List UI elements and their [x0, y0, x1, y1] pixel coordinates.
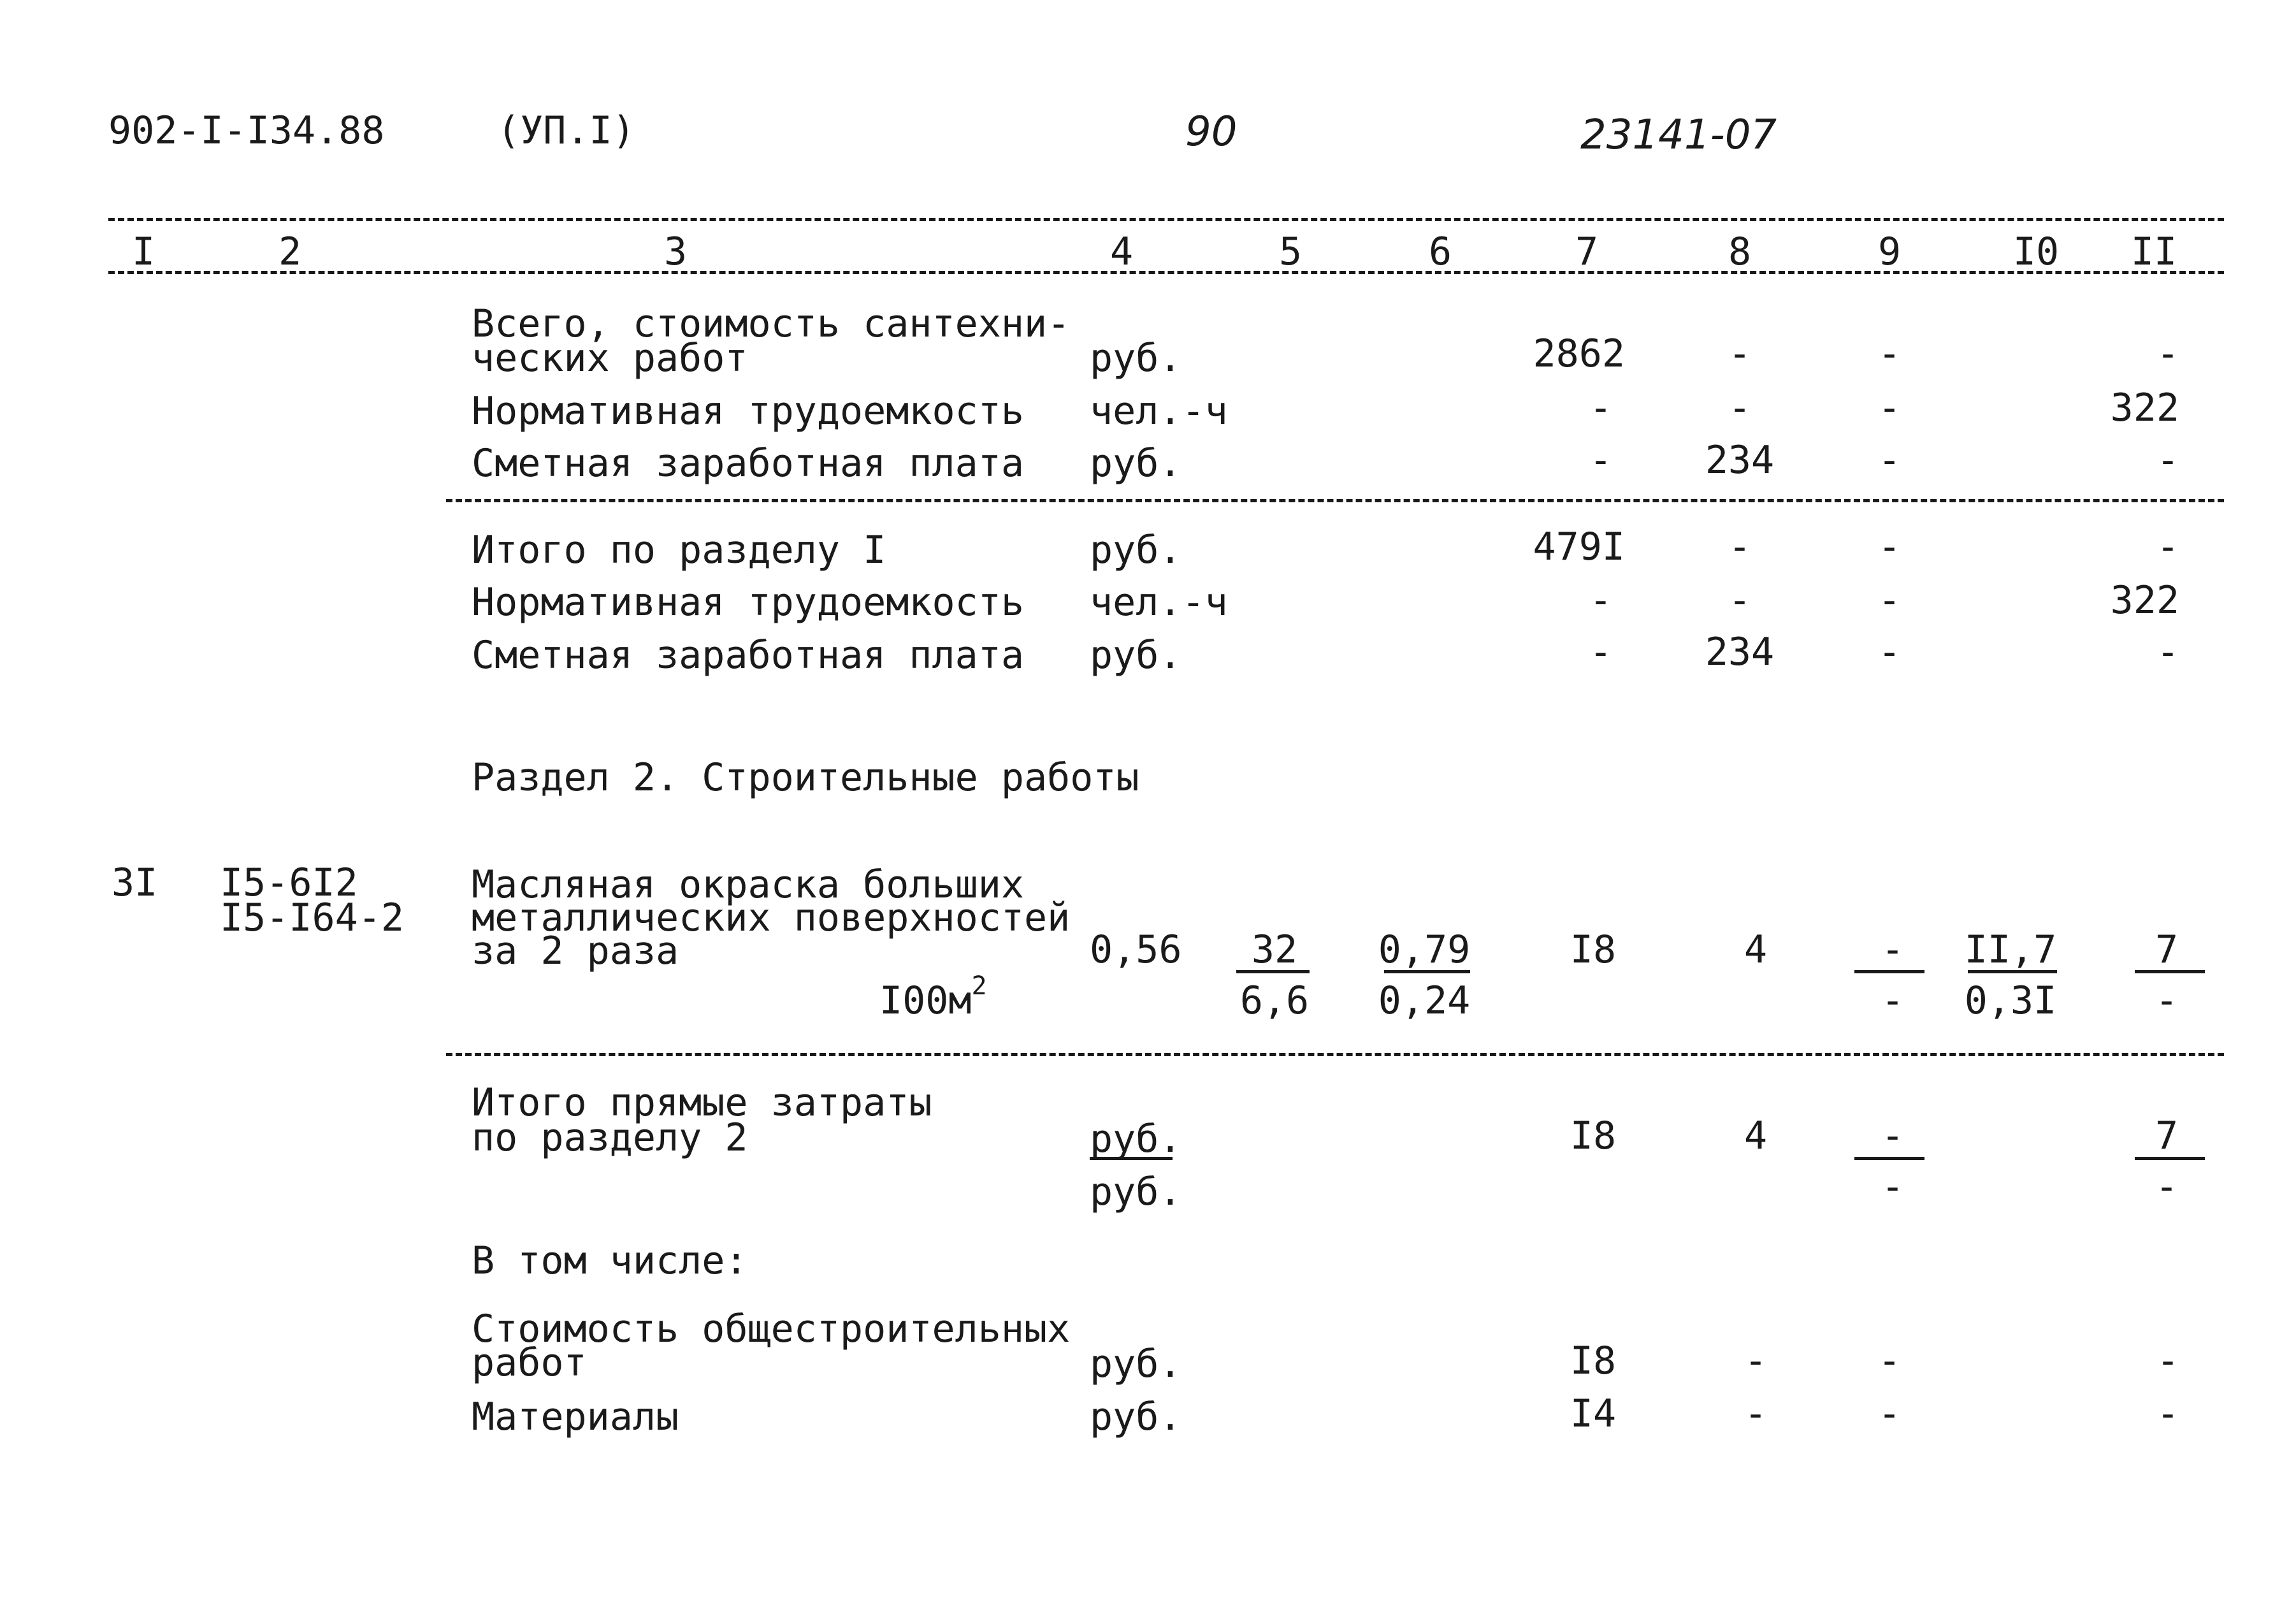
unit-cell: руб.: [1090, 1170, 1182, 1214]
unit-superscript: 2: [971, 971, 987, 1001]
cell-col11-top: 7: [2155, 1114, 2179, 1158]
col-header-8: 8: [1728, 229, 1752, 274]
fraction-bar: [1384, 970, 1470, 973]
cell-col7: -: [1589, 438, 1612, 483]
volume-label: (УП.I): [497, 108, 635, 153]
item-unit: [879, 971, 987, 1023]
col-header-2: 2: [278, 229, 302, 274]
row-label: работ: [472, 1340, 587, 1385]
cell-col5-bottom: 6,6: [1239, 978, 1310, 1023]
fraction-bar: [2135, 1157, 2205, 1160]
cell-col8: -: [1744, 1391, 1768, 1436]
item-description: Масляная окраска больших: [472, 862, 1024, 907]
cell-col7: 2862: [1533, 331, 1625, 376]
header-top-rule: [108, 218, 2224, 221]
cell-col9: -: [1877, 578, 1902, 623]
cell-col11: -: [2156, 525, 2179, 569]
row-label: Нормативная трудоемкость: [472, 580, 1024, 625]
unit-underline: [1090, 1157, 1173, 1160]
section-title: Раздел 2. Строительные работы: [472, 755, 1139, 800]
cell-col7: -: [1589, 386, 1612, 430]
cell-col11: 322: [2110, 386, 2179, 430]
col-header-10: I0: [2012, 229, 2060, 274]
row-label: Нормативная трудоемкость: [472, 389, 1024, 433]
cell-col5-top: 32: [1251, 927, 1298, 972]
page-number: 90: [1185, 108, 1238, 156]
cell-col8: 4: [1744, 927, 1768, 972]
item-description: за 2 раза: [472, 929, 679, 973]
fraction-bar: [1968, 970, 2057, 973]
cell-col9-top: -: [1881, 927, 1905, 972]
cell-col11-bottom: -: [2155, 1165, 2179, 1209]
inventory-number: 23141-07: [1580, 112, 1777, 159]
cell-col10-top: II,7: [1964, 927, 2057, 972]
cell-col9: -: [1877, 1339, 1902, 1383]
cell-col9: -: [1877, 525, 1902, 569]
cell-col8: 4: [1744, 1114, 1768, 1158]
cell-col7: -: [1589, 578, 1612, 623]
cell-col11: -: [2156, 1391, 2179, 1436]
row-label: Всего, стоимость сантехни-: [472, 301, 1071, 346]
unit-cell: руб.: [1090, 633, 1182, 678]
cell-col9: -: [1877, 630, 1902, 674]
cell-col9: -: [1877, 438, 1902, 483]
cell-col7: I8: [1570, 1339, 1617, 1383]
unit-cell: руб.: [1090, 528, 1182, 572]
cell-col8: 234: [1705, 438, 1775, 483]
doc-code: 902-I-I34.88: [108, 108, 385, 153]
fraction-bar: [1854, 1157, 1924, 1160]
unit-cell: руб.: [1090, 1395, 1182, 1439]
cell-col7: I8: [1570, 927, 1617, 972]
cell-col11: -: [2156, 331, 2179, 376]
row-label: ческих работ: [472, 336, 748, 381]
cell-col8: -: [1728, 386, 1752, 430]
row-label: Материалы: [472, 1395, 679, 1439]
cell-col4: 0,56: [1090, 927, 1182, 972]
fraction-bar: [1854, 970, 1924, 973]
row-label: Стоимость общестроительных: [472, 1307, 1071, 1351]
cell-col10-bottom: 0,3I: [1964, 978, 2057, 1023]
cell-col7: I8: [1570, 1114, 1617, 1158]
cell-col8: -: [1728, 525, 1752, 569]
cell-col9: -: [1877, 1391, 1902, 1436]
unit-cell: руб.: [1090, 441, 1182, 486]
cell-col8: -: [1728, 331, 1752, 376]
section-divider: [446, 499, 2224, 502]
item-code: I5-6I2: [220, 860, 358, 905]
cell-col9-bottom: -: [1881, 1165, 1905, 1209]
unit-cell: руб.: [1090, 1342, 1182, 1386]
cell-col8: 234: [1705, 630, 1775, 674]
cell-col6-bottom: 0,24: [1378, 978, 1471, 1023]
col-header-9: 9: [1877, 229, 1902, 274]
row-label: Сметная заработная плата: [472, 633, 1024, 678]
header-bottom-rule: [108, 271, 2224, 274]
col-header-7: 7: [1575, 229, 1599, 274]
cell-col11-top: 7: [2155, 927, 2179, 972]
col-header-5: 5: [1278, 229, 1303, 274]
cell-col11: -: [2156, 630, 2179, 674]
row-label: Сметная заработная плата: [472, 441, 1024, 486]
cell-col9: -: [1877, 386, 1902, 430]
row-label: Итого по разделу I: [472, 528, 886, 572]
cell-col9-top: -: [1881, 1114, 1905, 1158]
unit-cell: чел.-ч: [1090, 580, 1228, 625]
cell-col9: -: [1877, 331, 1902, 376]
row-label: Итого прямые затраты: [472, 1080, 932, 1125]
cell-col11-bottom: -: [2155, 978, 2179, 1023]
col-header-6: 6: [1428, 229, 1452, 274]
cell-col6-top: 0,79: [1378, 927, 1471, 972]
col-header-4: 4: [1109, 229, 1134, 274]
unit-cell: чел.-ч: [1090, 389, 1228, 433]
col-header-11: II: [2130, 229, 2177, 274]
cell-col7: 479I: [1533, 525, 1625, 569]
section-divider: [446, 1053, 2224, 1056]
cell-col7: -: [1589, 630, 1612, 674]
unit-base: I00м: [879, 978, 972, 1023]
cell-col8: -: [1728, 578, 1752, 623]
col-header-3: 3: [663, 229, 688, 274]
cell-col7: I4: [1570, 1391, 1617, 1436]
cell-col11: -: [2156, 438, 2179, 483]
row-label: по разделу 2: [472, 1115, 748, 1160]
including-label: В том числе:: [472, 1238, 748, 1283]
unit-cell: руб.: [1090, 336, 1182, 381]
unit-cell: руб.: [1090, 1117, 1182, 1161]
fraction-bar: [2135, 970, 2205, 973]
item-number: 3I: [112, 860, 158, 905]
item-description: металлических поверхностей: [472, 896, 1071, 940]
cell-col11: -: [2156, 1339, 2179, 1383]
cell-col8: -: [1744, 1339, 1768, 1383]
col-header-1: I: [131, 229, 155, 274]
fraction-bar: [1236, 970, 1310, 973]
cell-col11: 322: [2110, 578, 2179, 623]
item-code: I5-I64-2: [220, 896, 404, 940]
cell-col9-bottom: -: [1881, 978, 1905, 1023]
